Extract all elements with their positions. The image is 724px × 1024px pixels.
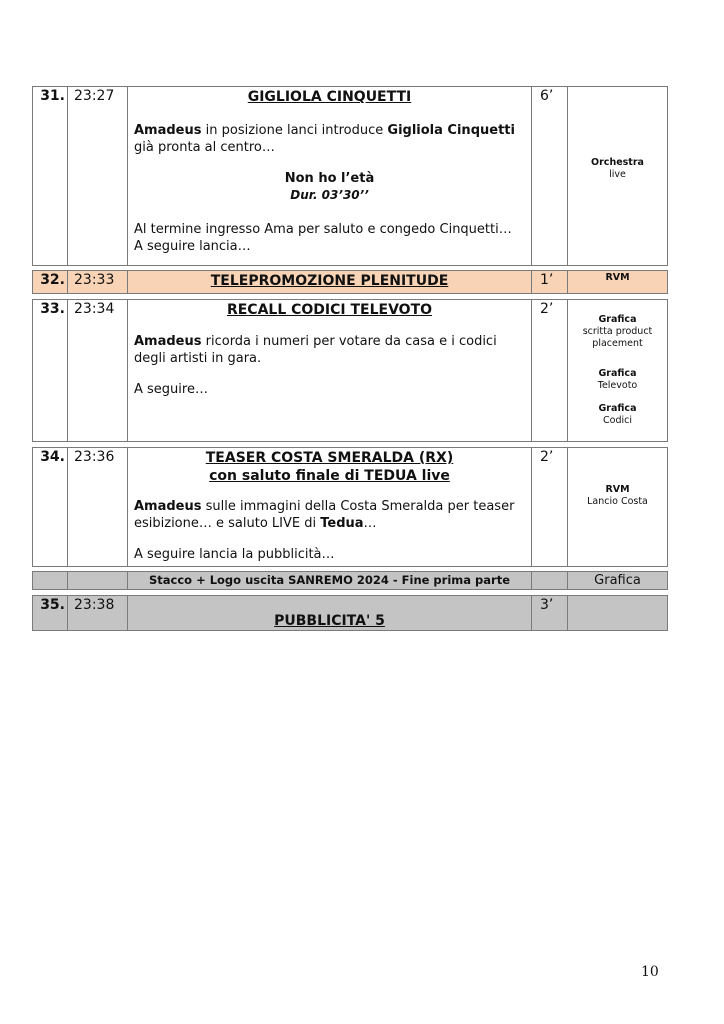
item-title: GIGLIOLA CINQUETTI: [247, 89, 412, 105]
item-time: 23:36: [67, 447, 128, 567]
item-subtitle: con saluto finale di TEDUA live: [209, 468, 450, 484]
item-description: [128, 498, 531, 563]
item-time: 23:33: [67, 270, 128, 294]
text-line: A seguire lancia la pubblicità…: [134, 547, 335, 562]
note-label: Grafica: [598, 314, 637, 325]
text-span: sulle immagini della Costa Smeralda per teaser esibizione… e saluto LIVE di: [134, 499, 515, 531]
text-line: A seguire lancia…: [134, 239, 251, 254]
item-content: [127, 447, 532, 567]
item-time: 23:38: [67, 595, 128, 631]
bold-name: Gigliola Cinquetti: [387, 123, 515, 138]
row-32: [32, 270, 668, 294]
text-span: ricorda i numeri per votare da casa e i codici degli artisti in gara.: [134, 334, 497, 366]
item-notes: [567, 447, 668, 567]
bold-name: Tedua: [320, 516, 364, 531]
item-content: [127, 299, 532, 442]
empty-cell: [32, 571, 68, 590]
empty-cell: [67, 571, 128, 590]
item-content: [127, 270, 532, 294]
row-stacco: [32, 571, 668, 590]
note-label: Grafica: [598, 403, 637, 414]
stacco-notes: Grafica: [567, 571, 668, 590]
note-label: Grafica: [598, 368, 637, 379]
empty-cell: [531, 571, 568, 590]
item-notes: [567, 86, 668, 266]
bold-name: Amadeus: [134, 499, 202, 514]
row-34: [32, 447, 668, 567]
item-duration: 2’: [531, 299, 568, 442]
item-notes: [567, 595, 668, 631]
song-duration: Dur. 03’30’’: [290, 188, 369, 202]
item-duration: 3’: [531, 595, 568, 631]
item-title: PUBBLICITA' 5: [274, 613, 385, 629]
text-line: Al termine ingresso Ama per saluto e congedo Cinquetti…: [134, 222, 512, 237]
item-duration: 1’: [531, 270, 568, 294]
item-notes: [567, 270, 668, 294]
note-text: scritta product placement: [582, 326, 653, 349]
song-title: Non ho l’età: [284, 171, 375, 186]
item-number: 34.: [32, 447, 68, 567]
item-number: 31.: [32, 86, 68, 266]
note-label: RVM: [605, 272, 630, 283]
item-duration: 2’: [531, 447, 568, 567]
bold-name: Amadeus: [134, 123, 202, 138]
item-description: [128, 333, 531, 398]
text-line: A seguire…: [134, 382, 208, 397]
note-text: Codici: [603, 415, 632, 426]
text-span: in posizione lanci introduce: [201, 123, 388, 138]
item-title: TELEPROMOZIONE PLENITUDE: [210, 273, 449, 289]
row-31: [32, 86, 668, 266]
note-text: live: [609, 169, 626, 180]
item-time: 23:27: [67, 86, 128, 266]
note-label: RVM: [605, 484, 630, 495]
text-span: …: [363, 516, 377, 531]
item-time: 23:34: [67, 299, 128, 442]
item-title: TEASER COSTA SMERALDA (RX): [205, 450, 454, 466]
note-text: Lancio Costa: [587, 496, 648, 507]
text-span: già pronta al centro…: [134, 140, 275, 155]
item-notes: [567, 299, 668, 442]
stacco-text: Stacco + Logo uscita SANREMO 2024 - Fine prima parte: [127, 571, 532, 590]
item-content: [127, 595, 532, 631]
row-33: [32, 299, 668, 442]
bold-name: Amadeus: [134, 334, 202, 349]
item-duration: 6’: [531, 86, 568, 266]
item-title: RECALL CODICI TELEVOTO: [226, 302, 433, 318]
note-label: Orchestra: [591, 157, 644, 168]
item-number: 33.: [32, 299, 68, 442]
row-35: [32, 595, 668, 631]
item-number: 35.: [32, 595, 68, 631]
item-number: 32.: [32, 270, 68, 294]
page-number: 10: [641, 964, 659, 980]
note-text: Televoto: [597, 380, 638, 391]
item-description: [128, 122, 531, 255]
item-content: [127, 86, 532, 266]
